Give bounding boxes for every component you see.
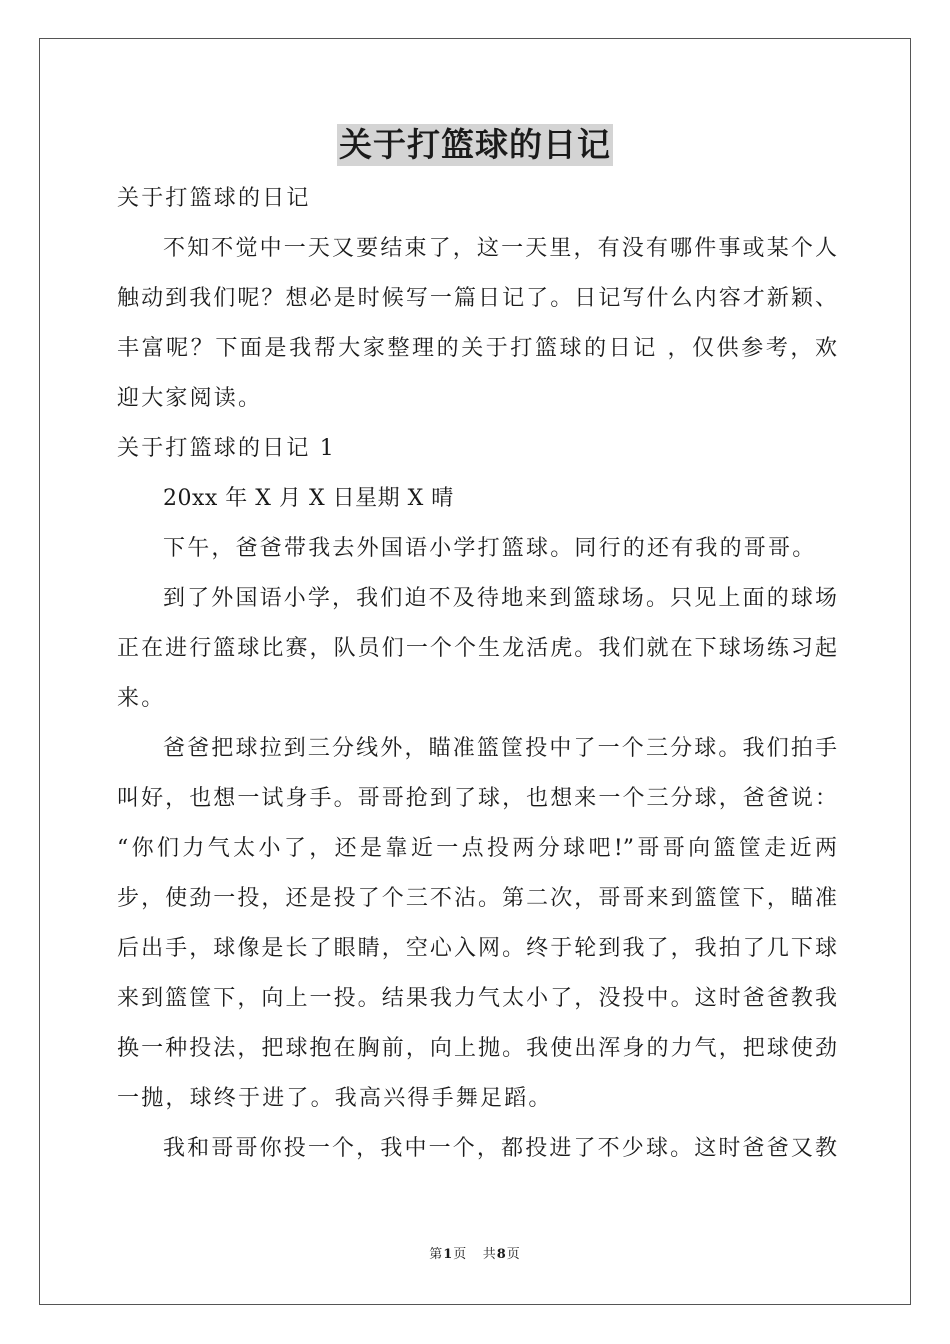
para3-line-4: 步，使劲一投，还是投了个三不沾。第二次，哥哥来到篮筐下，瞄准: [117, 886, 837, 911]
para3-line-6: 来到篮筐下，向上一投。结果我力气太小了，没投中。这时爸爸教我: [117, 986, 837, 1011]
title-text: 关于打篮球的日记: [339, 125, 611, 164]
footer-total-prefix: 共: [482, 1247, 497, 1262]
para3-line-2: 叫好，也想一试身手。哥哥抢到了球，也想来一个三分球，爸爸说：: [117, 786, 837, 811]
para3-line-1: 爸爸把球拉到三分线外，瞄准篮筐投中了一个三分球。我们拍手: [163, 736, 837, 761]
intro-line-3: 丰富呢？下面是我帮大家整理的关于打篮球的日记 ，仅供参考，欢: [117, 336, 837, 361]
intro-line-2: 触动到我们呢？想必是时候写一篇日记了。日记写什么内容才新颖、: [117, 286, 837, 311]
footer-page-unit: 页: [453, 1247, 468, 1262]
para4-line-1: 我和哥哥你投一个，我中一个，都投进了不少球。这时爸爸又教: [163, 1136, 837, 1161]
footer-total-pages: 8: [496, 1247, 507, 1262]
section-heading: 关于打篮球的日记 1: [117, 436, 336, 461]
footer-total-unit: 页: [506, 1247, 521, 1262]
footer-page-number: 1: [443, 1247, 454, 1262]
para3-line-5: 后出手，球像是长了眼睛，空心入网。终于轮到我了，我拍了几下球: [117, 936, 837, 961]
para2-line-2: 正在进行篮球比赛，队员们一个个生龙活虎。我们就在下球场练习起: [117, 636, 837, 661]
para3-line-7: 换一种投法，把球抱在胸前，向上抛。我使出浑身的力气，把球使劲: [117, 1036, 837, 1061]
page-footer: [0, 1246, 950, 1264]
page-border: [39, 38, 911, 1305]
document-title: [0, 124, 950, 166]
para3-line-8: 一抛，球终于进了。我高兴得手舞足蹈。: [117, 1086, 553, 1111]
para1-line-1: 下午，爸爸带我去外国语小学打篮球。同行的还有我的哥哥。: [163, 536, 817, 561]
para3-line-3: “你们力气太小了，还是靠近一点投两分球吧!”哥哥向篮筐走近两: [117, 836, 837, 861]
para2-line-1: 到了外国语小学，我们迫不及待地来到篮球场。只见上面的球场: [163, 586, 837, 611]
subtitle-line: 关于打篮球的日记: [117, 186, 311, 211]
date-line: 20xx 年 X 月 X 日星期 X 晴: [163, 486, 454, 511]
intro-line-1: 不知不觉中一天又要结束了，这一天里，有没有哪件事或某个人: [163, 236, 837, 261]
para2-line-3: 来。: [117, 686, 166, 711]
intro-line-4: 迎大家阅读。: [117, 386, 263, 411]
footer-prefix: 第: [429, 1247, 444, 1262]
